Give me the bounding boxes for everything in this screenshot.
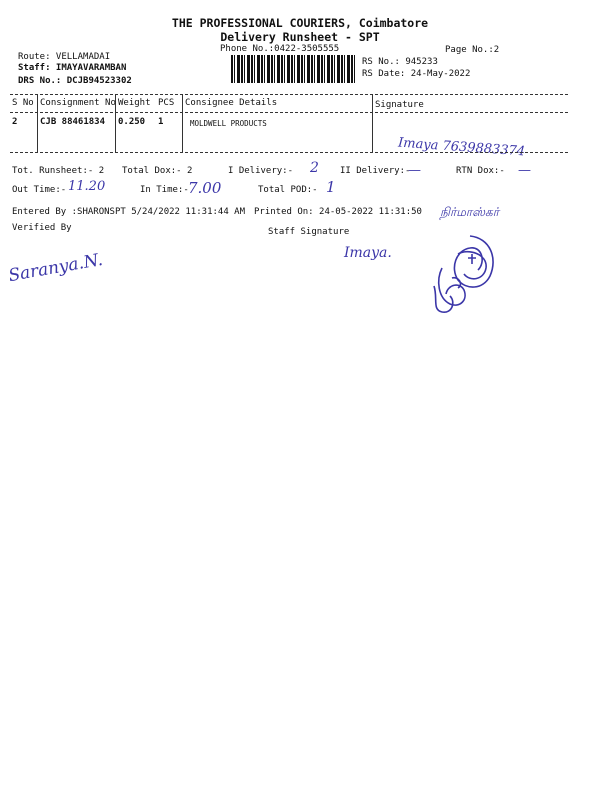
verified-by-label: Verified By bbox=[12, 223, 72, 233]
staff-signature: Imaya. bbox=[344, 245, 392, 261]
drs-number: DRS No.: DCJB94523302 bbox=[18, 76, 132, 86]
total-runsheet: Tot. Runsheet:- 2 bbox=[12, 166, 105, 176]
i-delivery-label: I Delivery:- bbox=[228, 166, 294, 176]
cell-weight: 0.250 bbox=[118, 117, 146, 127]
in-time-value: 7.00 bbox=[188, 179, 222, 197]
column-divider bbox=[37, 94, 38, 152]
stamp-signature-scribble bbox=[428, 228, 508, 318]
ii-delivery-value: — bbox=[408, 163, 421, 178]
cell-sno: 2 bbox=[12, 117, 18, 127]
rs-date: RS Date: 24-May-2022 bbox=[362, 69, 471, 79]
cell-signature: Imaya 7639883374 bbox=[397, 135, 526, 160]
ii-delivery-label: II Delivery:- bbox=[340, 166, 411, 176]
total-dox: Total Dox:- 2 bbox=[122, 166, 193, 176]
printed-on: Printed On: 24-05-2022 11:31:50 bbox=[254, 207, 422, 217]
tamil-handwritten-note: நிர்மாஸ்கர் bbox=[440, 205, 499, 219]
staff-name: Staff: IMAYAVARAMBAN bbox=[18, 63, 127, 73]
staff-signature-label: Staff Signature bbox=[268, 227, 350, 237]
col-header-pcs: PCS bbox=[158, 98, 175, 108]
col-header-signature: Signature bbox=[375, 100, 424, 110]
route: Route: VELLAMADAI bbox=[18, 52, 111, 62]
entered-by: Entered By :SHARONSPT 5/24/2022 11:31:44 AM bbox=[12, 207, 245, 217]
document-title: Delivery Runsheet - SPT bbox=[220, 30, 380, 44]
cell-consignment: CJB 88461834 bbox=[40, 117, 106, 127]
col-header-consignment: Consignment No bbox=[40, 98, 116, 108]
verifier-signature: Saranya.N. bbox=[6, 249, 105, 287]
column-divider bbox=[372, 94, 373, 152]
table-header-border bbox=[10, 112, 568, 113]
total-pod-value: 1 bbox=[326, 178, 336, 196]
rs-number: RS No.: 945233 bbox=[362, 57, 438, 67]
company-name: THE PROFESSIONAL COURIERS, Coimbatore bbox=[171, 16, 429, 30]
out-time-label: Out Time:- bbox=[12, 185, 67, 195]
col-header-consignee: Consignee Details bbox=[185, 98, 278, 108]
total-pod-label: Total POD:- bbox=[258, 185, 318, 195]
col-header-weight: Weight bbox=[118, 98, 151, 108]
col-header-sno: S No bbox=[12, 98, 34, 108]
page-number: Page No.:2 bbox=[445, 45, 500, 55]
cell-pcs: 1 bbox=[158, 117, 164, 127]
rtn-dox-value: — bbox=[518, 163, 531, 178]
barcode bbox=[231, 55, 357, 83]
in-time-label: In Time:- bbox=[140, 185, 189, 195]
cell-consignee: MOLDWELL PRODUCTS bbox=[190, 119, 267, 128]
rtn-dox-label: RTN Dox:- bbox=[456, 166, 505, 176]
table-bottom-border bbox=[10, 152, 568, 153]
out-time-value: 11.20 bbox=[68, 179, 106, 194]
table-top-border bbox=[10, 94, 568, 95]
column-divider bbox=[182, 94, 183, 152]
phone-number: Phone No.:0422-3505555 bbox=[220, 44, 340, 54]
i-delivery-value: 2 bbox=[310, 160, 319, 176]
